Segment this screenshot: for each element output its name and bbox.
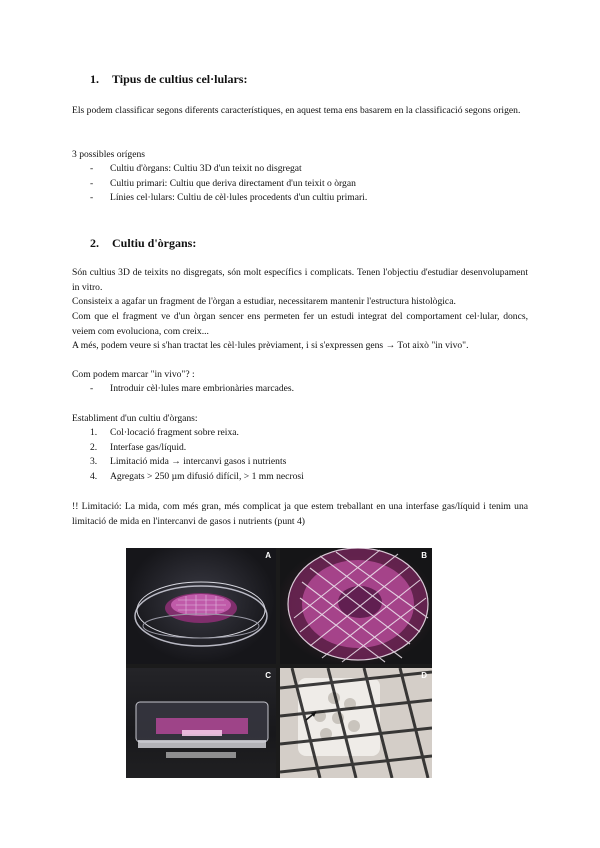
figure-panel-b	[280, 548, 432, 664]
marking-question: Com podem marcar "in vivo"? :	[72, 369, 195, 380]
setup-steps	[90, 426, 304, 484]
panel-label-a: A	[265, 551, 271, 560]
figure-panel-c	[126, 668, 276, 778]
organ-culture-figure	[126, 548, 432, 778]
section-2-paragraph-2: Consisteix a agafar un fragment de l'òrgan a estudiar, necessitarem mantenir l'estructura histològica.	[72, 296, 456, 307]
dish-side-view-photo	[126, 668, 276, 778]
marking-list	[90, 382, 295, 397]
setup-step: 1. Col·locació fragment sobre reixa.	[90, 427, 239, 438]
origin-item: - Cultiu d'òrgans: Cultiu 3D d'un teixit no disgregat	[90, 163, 302, 174]
section-1-heading	[90, 72, 247, 87]
section-1-intro: Els podem classificar segons diferents característiques, en aquest tema ens basarem en la classificació segons origen.	[72, 105, 521, 116]
setup-step: 3. Limitació mida → intercanvi gasos i nutrients	[90, 456, 287, 468]
section-2-paragraph-1: Són cultius 3D de teixits no disgregats, són molt específics i complicats. Tenen l'objectiu d'estudiar desenvolupament in vitro.	[72, 267, 528, 293]
marking-item: - Introduir cèl·lules mare embrionàries marcades.	[90, 383, 295, 394]
origin-item: - Cultiu primari: Cultiu que deriva directament d'un teixit o òrgan	[90, 177, 356, 189]
section-2-number: 2.	[90, 236, 99, 250]
section-1-number: 1.	[90, 72, 99, 86]
tissue-fragments-photo	[280, 668, 432, 778]
panel-label-b: B	[421, 551, 427, 560]
setup-step: 2. Interfase gas/líquid.	[90, 441, 187, 453]
grid-closeup-photo	[280, 548, 432, 664]
limitation-warning: !! Limitació: La mida, com més gran, més complicat ja que estem treballant en una interfase gas/líquid i tenim una limitació de mida en l'intercanvi de gasos i nutrients (punt 4)	[72, 501, 528, 527]
setup-step: 4. Agregats > 250 µm difusió difícil, > 1 mm necrosi	[90, 470, 304, 482]
panel-label-d: D	[421, 671, 427, 680]
origin-item: - Línies cel·lulars: Cultiu de cèl·lules procedents d'un cultiu primari.	[90, 192, 368, 204]
setup-title: Establiment d'un cultiu d'òrgans:	[72, 413, 198, 424]
section-2-paragraph-4: A més, podem veure si s'han tractat les cèl·lules prèviament, i si s'expressen gens → Tot això "in vivo".	[72, 340, 469, 351]
panel-label-c: C	[265, 671, 271, 680]
petri-dish-photo	[126, 548, 276, 664]
figure-panel-d	[280, 668, 432, 778]
section-2-heading	[90, 236, 196, 251]
section-1-title: Tipus de cultius cel·lulars:	[112, 72, 248, 86]
section-2-paragraph-3: Com que el fragment ve d'un òrgan sencer ens permeten fer un estudi integrat del comportament cel·lular, doncs, veiem com evoluciona, com creix...	[72, 311, 528, 337]
origins-title: 3 possibles orígens	[72, 149, 146, 160]
section-2-title: Cultiu d'òrgans:	[112, 236, 197, 250]
figure-panel-a	[126, 548, 276, 664]
origins-list	[90, 162, 368, 206]
